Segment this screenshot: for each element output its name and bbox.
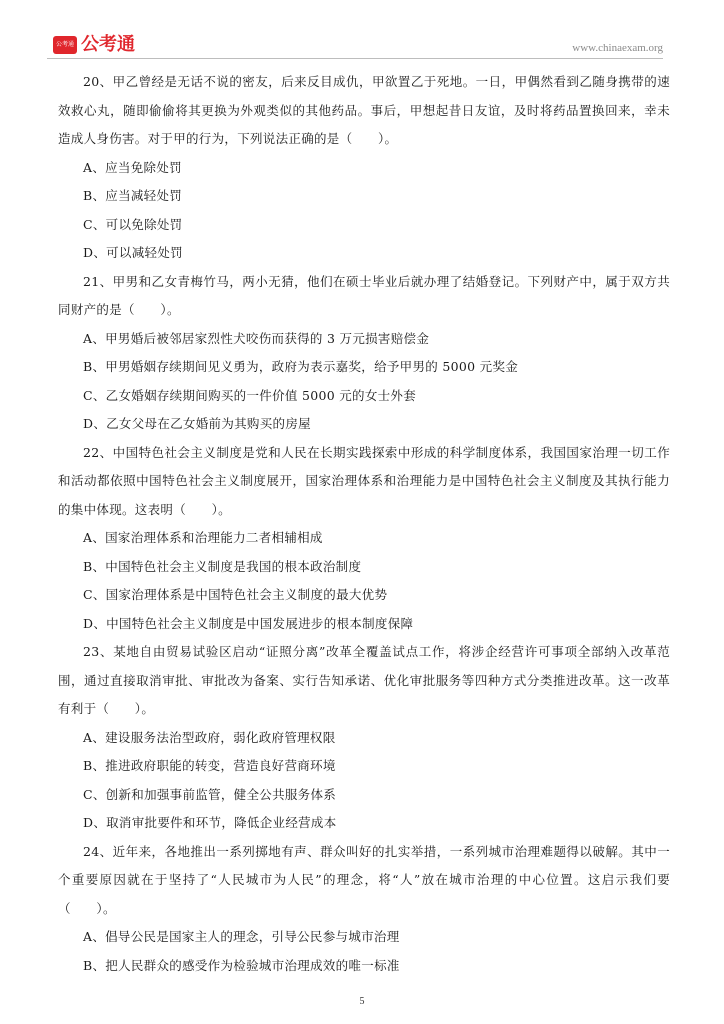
question-stem: 23、某地自由贸易试验区启动“证照分离”改革全覆盖试点工作，将涉企经营许可事项全部纳入改革范围，通过直接取消审批、审批改为备案、实行告知承诺、优化审批服务等四种方式分类推进改革。这一改革有利于（ ）。	[58, 644, 670, 716]
question-stem: 22、中国特色社会主义制度是党和人民在长期实践探索中形成的科学制度体系，我国国家治理一切工作和活动都依照中国特色社会主义制度展开，国家治理体系和治理能力是中国特色社会主义制度及其执行能力的集中体现。这表明（ ）。	[58, 444, 670, 517]
logo-text: 公考通	[81, 34, 135, 55]
option: A、国家治理体系和治理能力二者相辅相成	[83, 530, 323, 545]
page-header	[47, 34, 663, 58]
option: D、乙女父母在乙女婚前为其购买的房屋	[83, 416, 311, 431]
logo-icon: 公考通	[53, 36, 77, 54]
page-number: 5	[359, 996, 365, 1007]
option: B、推进政府职能的转变，营造良好营商环境	[83, 758, 336, 773]
option: A、建设服务法治型政府，弱化政府管理权限	[83, 729, 336, 745]
option: A、倡导公民是国家主人的理念，引导公民参与城市治理	[83, 929, 400, 944]
question-block	[58, 268, 670, 439]
option: A、甲男婚后被邻居家烈性犬咬伤而获得的 3 万元损害赔偿金	[83, 330, 430, 346]
question-block	[58, 439, 670, 639]
option: D、取消审批要件和环节，降低企业经营成本	[83, 815, 337, 830]
option: B、中国特色社会主义制度是我国的根本政治制度	[83, 558, 362, 574]
question-block	[58, 838, 670, 981]
question-block	[58, 68, 670, 268]
header-divider	[47, 58, 663, 59]
site-url[interactable]: www.chinaexam.org	[572, 42, 663, 54]
document-body	[58, 68, 670, 980]
question-block	[58, 638, 670, 838]
question-stem: 21、甲男和乙女青梅竹马，两小无猜，他们在硕士毕业后就办理了结婚登记。下列财产中，属于双方共同财产的是（ ）。	[58, 273, 670, 317]
option: A、应当免除处罚	[83, 159, 182, 175]
option: B、把人民群众的感受作为检验城市治理成效的唯一标准	[83, 957, 400, 973]
option: C、可以免除处罚	[83, 216, 183, 232]
option: C、国家治理体系是中国特色社会主义制度的最大优势	[83, 587, 388, 602]
option: C、创新和加强事前监管，健全公共服务体系	[83, 786, 337, 802]
option: D、可以减轻处罚	[83, 245, 183, 260]
question-stem: 20、甲乙曾经是无话不说的密友，后来反目成仇，甲欲置乙于死地。一日，甲偶然看到乙随身携带的速效救心丸，随即偷偷将其更换为外观类似的其他药品。事后，甲想起昔日友谊，及时将药品置换回来，幸未造成人身伤害。对于甲的行为，下列说法正确的是（ ）。	[58, 74, 670, 146]
option: B、甲男婚姻存续期间见义勇为，政府为表示嘉奖，给予甲男的 5000 元奖金	[83, 359, 519, 374]
question-stem: 24、近年来，各地推出一系列掷地有声、群众叫好的扎实举措，一系列城市治理难题得以破解。其中一个重要原因就在于坚持了“人民城市为人民”的理念，将“人”放在城市治理的中心位置。这启示我们要（ ）。	[58, 843, 670, 916]
option: B、应当减轻处罚	[83, 188, 183, 203]
option: C、乙女婚姻存续期间购买的一件价值 5000 元的女士外套	[83, 387, 417, 403]
option: D、中国特色社会主义制度是中国发展进步的根本制度保障	[83, 615, 414, 631]
